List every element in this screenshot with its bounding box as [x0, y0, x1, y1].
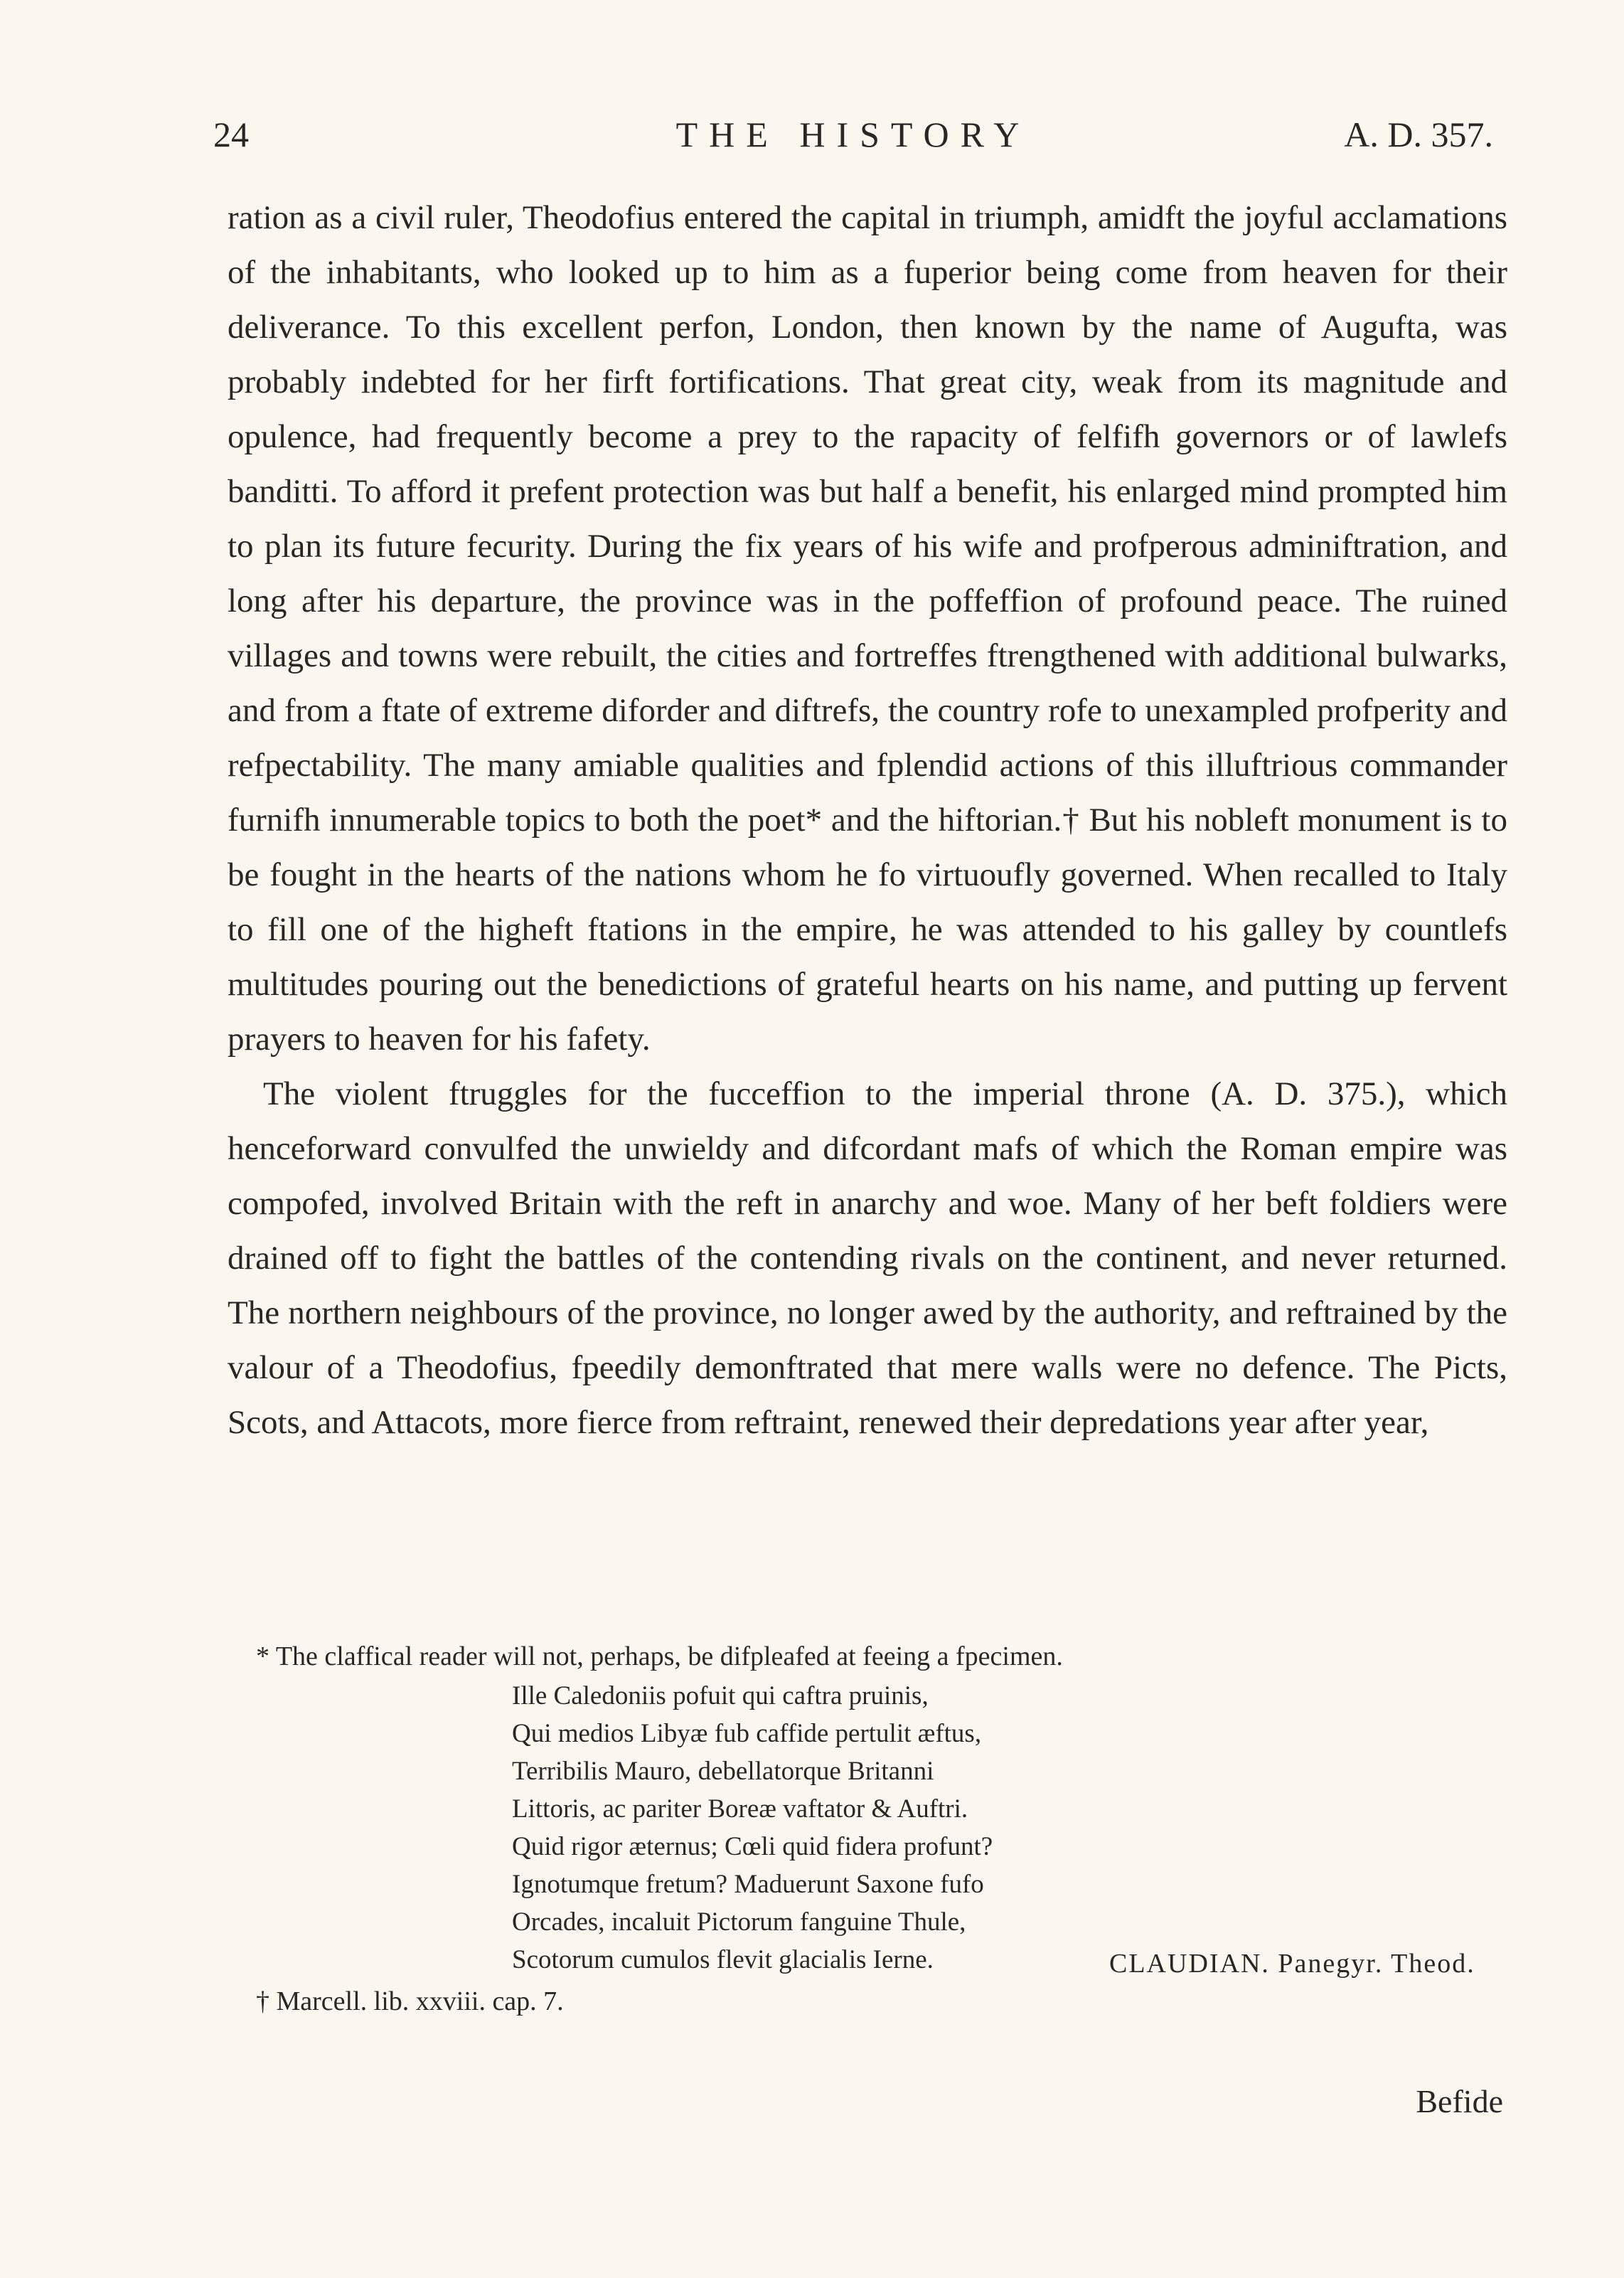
running-title: THE HISTORY	[675, 115, 1031, 154]
paragraph-2: The violent ftruggles for the fucceffion to the imperial throne (A. D. 375.), which henceforward convulfed the unwieldy and difcordant mafs of which the Roman empire was compofed, involved Britain with the reft in anarchy and woe. Many of her beft foldiers were drained off to fight the battles of the contending rivals on the continent, and never returned. The northern neighbours of the province, no longer awed by the authority, and reftrained by the valour of a Theodofius, fpeedily demonftrated that mere walls were no defence. The Picts, Scots, and Attacots, more fierce from reftraint, renewed their depredations year after year,	[228, 1075, 1507, 1441]
footnote-2: † Marcell. lib. xxviii. cap. 7.	[256, 1986, 564, 2016]
verse-line: Terribilis Mauro, debellatorque Britanni	[512, 1757, 934, 1786]
verse-citation: CLAUDIAN. Panegyr. Theod.	[1109, 1949, 1475, 1979]
page-number: 24	[213, 115, 249, 154]
running-header	[213, 114, 1493, 171]
footnotes	[256, 1636, 1515, 2021]
verse-line-last	[512, 1941, 1515, 1979]
paragraph-1: ration as a civil ruler, Theodofius entered the capital in triumph, amidft the joyful acclamations of the inhabitants, who looked up to him as a fuperior being come from heaven for their deliverance. To this excellent perfon, London, then known by the name of Augufta, was probably indebted for her firft fortifications. That great city, weak from its magnitude and opulence, had frequently become a prey to the rapacity of felfifh governors or of lawlefs banditti. To afford it prefent protection was but half a benefit, his enlarged mind prompted him to plan its future fecurity. During the fix years of his wife and profperous adminiftration, and long after his departure, the province was in the poffeffion of profound peace. The ruined villages and towns were rebuilt, the cities and fortreffes ftrengthened with additional bulwarks, and from a ftate of extreme diforder and diftrefs, the country rofe to unexampled profperity and refpectability. The many amiable qualities and fplendid actions of this illuftrious commander furnifh innumerable topics to both the poet* and the hiftorian.† But his nobleft monument is to be fought in the hearts of the nations whom he fo virtuoufly governed. When recalled to Italy to fill one of the higheft ftations in the empire, he was attended to his galley by countlefs multitudes pouring out the benedictions of grateful hearts on his name, and putting up fervent prayers to heaven for his fafety.	[228, 199, 1507, 1058]
main-text	[228, 191, 1507, 1450]
footnote-1-intro: * The claffical reader will not, perhaps, be difpleafed at feeing a fpecimen.	[256, 1641, 1063, 1671]
verse-line: Qui medios Libyæ fub caffide pertulit æftus,	[512, 1719, 982, 1748]
verse-line: Ille Caledoniis pofuit qui caftra pruinis,	[512, 1681, 929, 1710]
verse-line: Ignotumque fretum? Maduerunt Saxone fufo	[512, 1870, 984, 1899]
verse-quotation	[512, 1677, 1515, 1979]
header-date: A. D. 357.	[1344, 115, 1493, 154]
verse-line-text: Scotorum cumulos flevit glacialis Ierne.	[512, 1945, 934, 1974]
catchword: Befide	[1416, 2083, 1503, 2119]
verse-line: Quid rigor æternus; Cœli quid fidera profunt?	[512, 1832, 993, 1861]
verse-line: Littoris, ac pariter Boreæ vaftator & Auftri.	[512, 1794, 968, 1824]
verse-line: Orcades, incaluit Pictorum fanguine Thule,	[512, 1907, 966, 1937]
